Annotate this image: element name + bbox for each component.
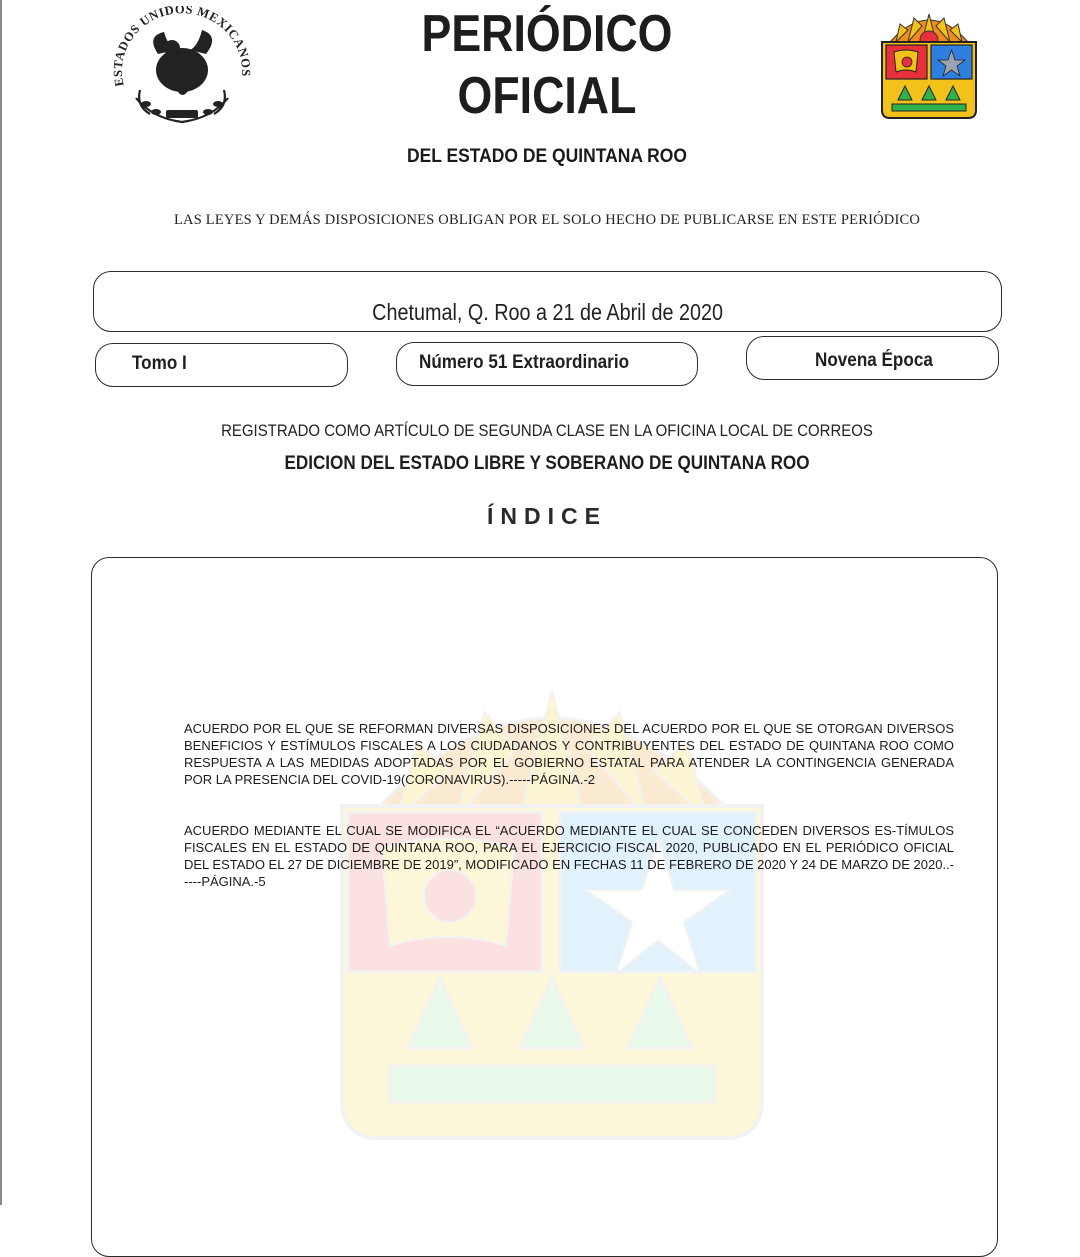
numero-label: Número 51 Extraordinario — [419, 352, 630, 373]
numero-box — [396, 342, 698, 386]
tomo-box — [95, 343, 348, 387]
seal-ring-text: ESTADOS UNIDOS MEXICANOS — [110, 6, 254, 88]
index-box — [91, 557, 998, 1257]
index-entry-1: ACUERDO POR EL QUE SE REFORMAN DIVERSAS DISPOSICIONES DEL ACUERDO POR EL QUE SE OTORGAN DIVERSOS BENEFICIOS Y ESTÍMULOS FISCALES A LOS CIUDADANOS Y CONTRIBUYENTES DEL ESTADO DE QUINTANA ROO COMO RESPUESTA A LAS MEDIDAS ADOPTADAS POR EL GOBIERNO ESTATAL PARA ATENDER LA CONTINGENCIA GENERADA POR LA PRESENCIA DEL COVID-19(CORONAVIRUS).-----PÁGINA.-2 — [184, 721, 954, 787]
legal-notice: LAS LEYES Y DEMÁS DISPOSICIONES OBLIGAN POR EL SOLO HECHO DE PUBLICARSE EN ESTE PERIÓDICO — [173, 212, 921, 228]
index-entry-2: ACUERDO MEDIANTE EL CUAL SE MODIFICA EL “ACUERDO MEDIANTE EL CUAL SE CONCEDEN DIVERSOS ES-TÍMULOS FISCALES EN EL ESTADO DE QUINTANA ROO, PARA EL EJERCICIO FISCAL 2020, PUBLICADO EN EL PERIÓDICO OFICIAL DEL ESTADO EL 27 DE DICIEMBRE DE 2019”, MODIFICADO EN FECHAS 11 DE FEBRERO DE 2020 Y 24 DE MARZO DE 2020..-----PÁGINA.-5 — [184, 823, 954, 889]
page-edge-rule — [0, 0, 2, 1205]
title-line-2: OFICIAL — [457, 67, 637, 125]
indice-heading: ÍNDICE — [487, 503, 607, 529]
edicion-line: EDICION DEL ESTADO LIBRE Y SOBERANO DE QUINTANA ROO — [284, 453, 810, 474]
date-line: Chetumal, Q. Roo a 21 de Abril de 2020 — [372, 299, 723, 325]
epoca-box — [746, 336, 999, 380]
registro-line: REGISTRADO COMO ARTÍCULO DE SEGUNDA CLASE EN LA OFICINA LOCAL DE CORREOS — [221, 421, 873, 440]
epoca-label: Novena Época — [815, 350, 933, 371]
tomo-label: Tomo I — [132, 353, 187, 374]
title-line-1: PERIÓDICO — [421, 5, 673, 63]
subtitle: DEL ESTADO DE QUINTANA ROO — [406, 146, 688, 167]
date-box — [93, 271, 1002, 332]
quintana-roo-shield-icon — [878, 10, 980, 122]
